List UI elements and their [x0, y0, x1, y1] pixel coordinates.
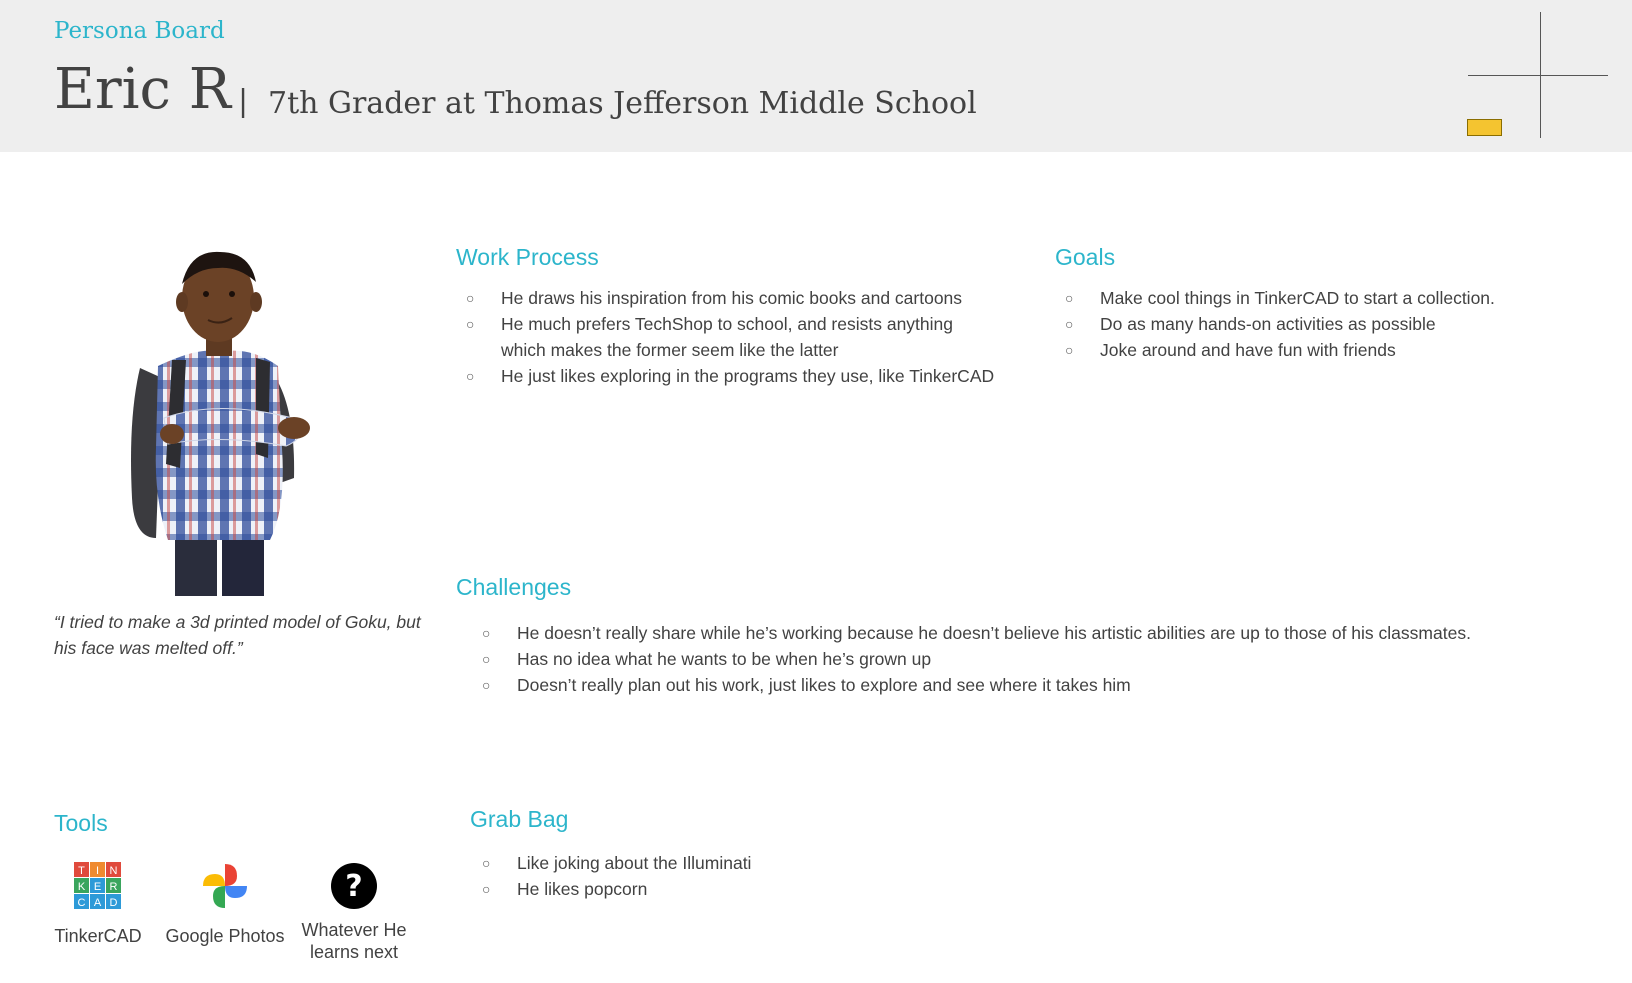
list-item: ○ He draws his inspiration from his comic books and cartoons [456, 285, 1001, 311]
bullet-icon: ○ [466, 316, 475, 332]
list-item: ○ Do as many hands-on activities as possible [1055, 311, 1615, 337]
header-banner [0, 0, 1632, 152]
svg-text:N: N [109, 865, 118, 877]
question-mark-icon [329, 862, 379, 910]
bullet-icon: ○ [1065, 316, 1074, 332]
challenges-list [472, 620, 1622, 698]
tool-google-photos [160, 862, 290, 947]
bullet-icon: ○ [482, 881, 491, 897]
tool-label: Whatever He learns next [301, 920, 407, 962]
svg-text:K: K [77, 881, 86, 893]
svg-text:T: T [78, 865, 85, 877]
list-item: ○ He doesn’t really share while he’s working because he doesn’t believe his artistic abilities are up to those of his classmates. [472, 620, 1622, 646]
tool-whatever-next [300, 862, 408, 963]
list-item: ○ He likes popcorn [472, 876, 1172, 902]
svg-text:D: D [109, 897, 118, 909]
bullet-icon: ○ [482, 855, 491, 871]
work-process-heading: Work Process [456, 244, 599, 270]
list-item: ○ Make cool things in TinkerCAD to start a collection. [1055, 285, 1615, 311]
bullet-icon: ○ [1065, 290, 1074, 306]
tinkercad-logo-icon [73, 862, 123, 910]
yellow-accent-block [1467, 119, 1502, 136]
bullet-icon: ○ [466, 368, 475, 384]
tool-tinkercad [48, 862, 148, 947]
bullet-icon: ○ [482, 677, 491, 693]
svg-text:I: I [95, 865, 100, 877]
list-item: ○ Doesn’t really plan out his work, just likes to explore and see where it takes him [472, 672, 1622, 698]
list-item: ○ Joke around and have fun with friends [1055, 337, 1615, 363]
list-item: ○ Has no idea what he wants to be when he’s grown up [472, 646, 1622, 672]
tools-heading: Tools [54, 810, 108, 836]
tool-label: TinkerCAD [54, 926, 142, 946]
goals-list [1055, 285, 1615, 363]
google-photos-icon [200, 862, 250, 910]
grab-bag-list [472, 850, 1172, 902]
svg-text:C: C [77, 897, 86, 909]
tool-label: Google Photos [165, 926, 285, 946]
persona-quote: “I tried to make a 3d printed model of Goku, but his face was melted off.” [54, 612, 421, 658]
list-item: ○ He just likes exploring in the programs they use, like TinkerCAD [456, 363, 1001, 389]
challenges-heading: Challenges [456, 574, 572, 600]
bullet-icon: ○ [1065, 342, 1074, 358]
goals-heading: Goals [1055, 244, 1116, 270]
list-item: ○ He much prefers TechShop to school, and resists anything which makes the former seem like the latter [456, 311, 1001, 363]
board-label: Persona Board [54, 18, 225, 44]
bullet-icon: ○ [482, 625, 491, 641]
grab-bag-heading: Grab Bag [470, 806, 569, 832]
bullet-icon: ○ [466, 290, 475, 306]
svg-text:R: R [109, 881, 118, 893]
bullet-icon: ○ [482, 651, 491, 667]
crosshair-horizontal-line [1468, 75, 1608, 76]
work-process-list [456, 285, 1001, 389]
title-separator: | [238, 84, 249, 119]
svg-text:E: E [93, 881, 102, 893]
persona-subtitle: 7th Grader at Thomas Jefferson Middle School [268, 86, 977, 121]
persona-name: Eric R [54, 57, 231, 122]
svg-text:A: A [93, 897, 102, 909]
list-item: ○ Like joking about the Illuminati [472, 850, 1172, 876]
student-portrait-photo [110, 248, 340, 596]
svg-text:?: ? [345, 869, 363, 904]
